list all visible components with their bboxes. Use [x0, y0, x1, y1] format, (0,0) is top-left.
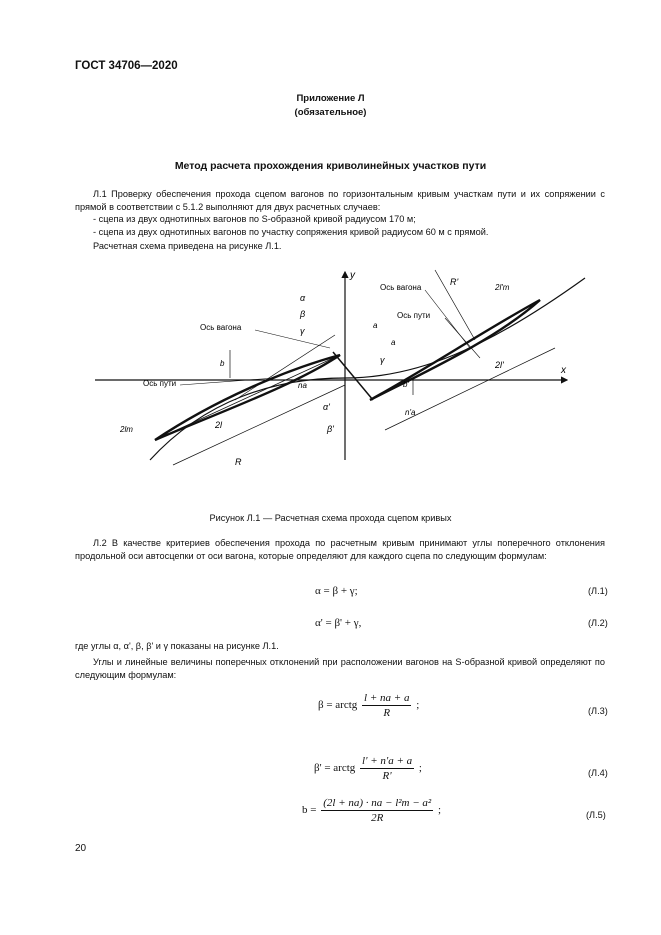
formula-l3-tail: ; — [416, 699, 420, 712]
paragraph-angles-note: где углы α, α', β, β' и γ показаны на рисунке Л.1. — [75, 641, 279, 651]
formula-l5-numerator: (2l + nа) · nа − l²т − a² — [323, 797, 432, 809]
formula-l4-denominator: R' — [382, 770, 392, 782]
label-a-1: a — [373, 321, 378, 330]
paragraph-scheme-ref: Расчетная схема приведена на рисунке Л.1. — [93, 241, 282, 251]
label-b-prime: b' — [403, 380, 409, 389]
label-2l: 2l — [215, 420, 223, 430]
figure-l1-diagram — [95, 260, 595, 505]
formula-l3-lhs: β = arctg — [318, 699, 358, 712]
paragraph-l1: Л.1 Проверку обеспечения прохода сцепом вагонов по горизонтальным кривым участкам пути и их сопряжении с прямой в соответствии с 5.1.2 выполняют для двух расчетных случаев: — [75, 189, 605, 212]
label-track-axis-right: Ось пути — [397, 311, 431, 320]
label-alpha-prime: α' — [323, 402, 330, 412]
label-gamma-2: γ — [380, 355, 385, 365]
section-title: Метод расчета прохождения криволинейных участков пути — [174, 160, 487, 172]
formula-l3-denominator: R — [383, 707, 391, 719]
appendix-heading — [0, 92, 661, 120]
formula-l2: α' = β' + γ, — [315, 617, 362, 629]
formula-l5-lhs: b = — [302, 804, 317, 817]
leader-car-axis-left — [255, 330, 330, 348]
paragraph-l2: Л.2 В качестве критериев обеспечения прохода по расчетным кривым принимают углы поперечного отклонения продольной оси автосцепки от оси вагона, которые определяют для каждого сцепа по следующим формулам: — [75, 538, 605, 561]
appendix-title: Приложение Л — [296, 93, 365, 104]
label-car-axis-left: Ось вагона — [200, 323, 242, 332]
coupler-line — [333, 352, 373, 400]
bullet-2: - сцепа из двух однотипных вагонов по участку сопряжения кривой радиусом 60 м с прямой. — [93, 227, 489, 237]
bullet-1: - сцепа из двух однотипных вагонов по S-образной кривой радиусом 170 м; — [93, 214, 416, 224]
formula-l3 — [318, 692, 419, 719]
formula-l5-number: (Л.5) — [586, 810, 606, 820]
formula-l3-fraction — [362, 692, 411, 719]
page-number: 20 — [75, 843, 87, 854]
x-axis-label: x — [561, 365, 566, 376]
formula-l4 — [314, 755, 422, 782]
label-2l-prime: 2l' — [495, 360, 504, 370]
label-2lt-prime: 2l'т — [495, 283, 510, 292]
right-car-axis — [370, 300, 540, 400]
label-car-axis-right: Ось вагона — [380, 283, 422, 292]
formula-l4-tail: ; — [418, 762, 422, 775]
standard-header: ГОСТ 34706—2020 — [75, 60, 178, 72]
formula-l5-denominator: 2R — [371, 812, 384, 824]
label-na: nа — [298, 381, 307, 390]
label-gamma: γ — [300, 326, 305, 336]
y-axis-label: y — [350, 270, 355, 281]
label-b: b — [220, 359, 225, 368]
appendix-status: (обязательное) — [294, 107, 367, 118]
formula-l5-fraction — [321, 797, 433, 824]
track-axis-curve — [150, 278, 585, 460]
label-2lt: 2lт — [120, 425, 133, 434]
label-na-prime: n'а — [405, 408, 416, 417]
left-car-axis — [155, 355, 340, 440]
formula-l1: α = β + γ; — [315, 585, 358, 597]
formula-l1-number: (Л.1) — [588, 586, 608, 596]
label-beta: β — [300, 309, 306, 319]
label-beta-prime: β' — [327, 424, 334, 434]
formula-l3-number: (Л.3) — [588, 706, 608, 716]
formula-l3-numerator: l + nа + a — [364, 692, 410, 704]
formula-l2-number: (Л.2) — [588, 618, 608, 628]
figure-caption: Рисунок Л.1 — Расчетная схема прохода сцепом кривых — [209, 513, 452, 523]
paragraph-s-curve: Углы и линейные величины поперечных отклонений при расположении вагонов на S-образной кривой определяют по следующим формулам: — [75, 657, 605, 680]
label-r: R — [235, 457, 242, 467]
formula-l5-tail: ; — [437, 804, 442, 817]
label-track-axis-left: Ось пути — [143, 379, 177, 388]
formula-l4-lhs: β' = arctg — [314, 762, 356, 775]
label-alpha: α — [300, 293, 306, 303]
label-r-prime: R' — [450, 277, 459, 287]
formula-l5 — [302, 797, 441, 824]
formula-l4-number: (Л.4) — [588, 768, 608, 778]
label-a-2: a — [391, 338, 396, 347]
formula-l4-fraction — [360, 755, 414, 782]
dim-2l-prime — [385, 348, 555, 430]
formula-l4-numerator: l' + n'а + a — [362, 755, 413, 767]
